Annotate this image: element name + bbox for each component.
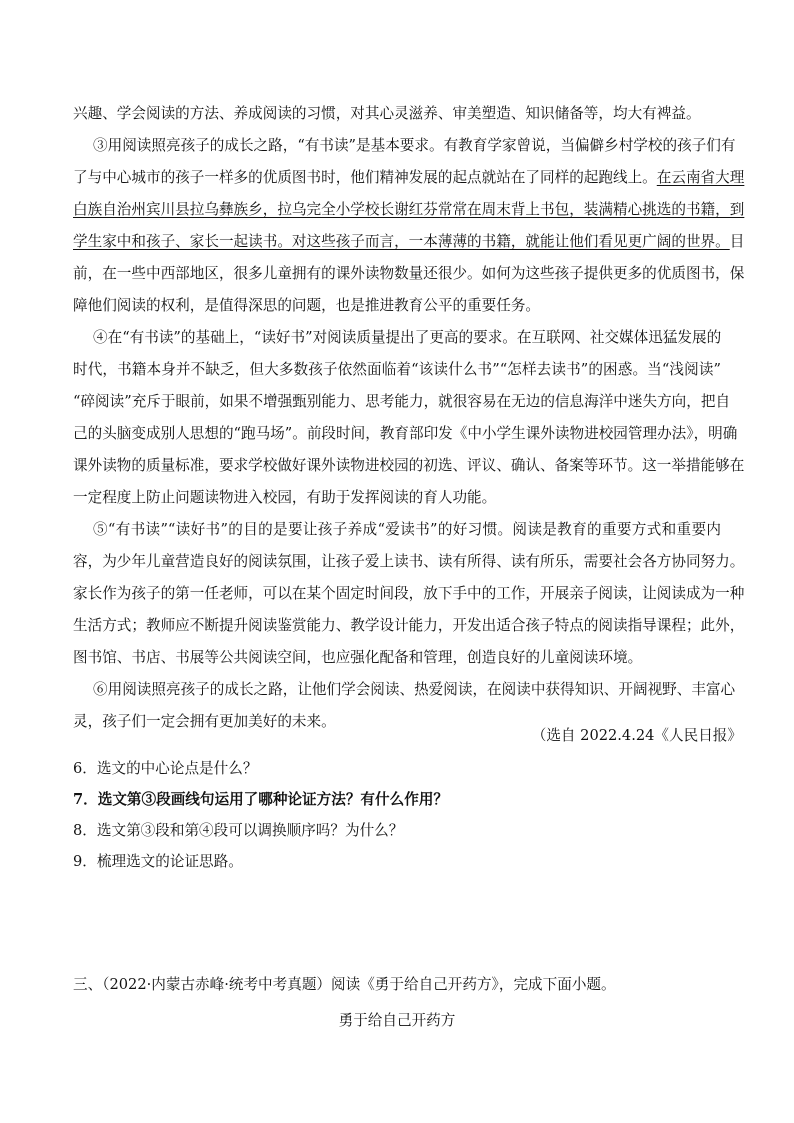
question-9: 9．梳理选文的论证思路。	[73, 853, 243, 870]
paragraph-line: 障他们阅读的权利，是值得深思的问题，也是推进教育公平的重要任务。	[73, 297, 541, 314]
paragraph-line: 灵，孩子们一定会拥有更加美好的未来。	[73, 713, 336, 730]
paragraph-line: 生活方式；教师应不断提升阅读鉴赏能力、教学设计能力，开发出适合孩子特点的阅读指导课程；此外，	[73, 617, 745, 634]
paragraph-line: 己的头脑变成别人思想的“跑马场”。前段时间，教育部印发《中小学生课外读物进校园管理办法》，明确	[73, 425, 738, 442]
section-heading: 三、（2022·内蒙古赤峰·统考中考真题）阅读《勇于给自己开药方》，完成下面小题。	[73, 976, 616, 993]
question-7: 7．选文第③段画线句运用了哪种论证方法？有什么作用？	[73, 791, 449, 808]
question-6: 6．选文的中心论点是什么？	[73, 760, 258, 777]
question-8: 8．选文第③段和第④段可以调换顺序吗？为什么？	[73, 822, 404, 839]
paragraph-line: 容，为少年儿童营造良好的阅读氛围，让孩子爱上读书、读有所得、读有所乐，需要社会各方协同努力。	[73, 553, 745, 570]
source-citation: （选自 2022.4.24《人民日报》	[531, 727, 742, 744]
paragraph-line: 兴趣、学会阅读的方法、养成阅读的习惯，对其心灵滋养、审美塑造、知识储备等，均大有裨益。	[73, 105, 701, 122]
underlined-sentence: 白族自治州宾川县拉乌彝族乡，拉乌完全小学校长谢红芬常常在周末背上书包，装满精心挑选的书籍，到	[73, 201, 745, 218]
paragraph-line: ⑥用阅读照亮孩子的成长之路，让他们学会阅读、热爱阅读，在阅读中获得知识、开阔视野、丰富心	[93, 681, 736, 698]
article-title: 勇于给自己开药方	[338, 1012, 456, 1029]
paragraph-line: 前，在一些中西部地区，很多儿童拥有的课外读物数量还很少。如何为这些孩子提供更多的优质图书，保	[73, 265, 745, 282]
paragraph-line: “碎阅读”充斥于眼前，如果不增强甄别能力、思考能力，就很容易在无边的信息海洋中迷失方向，把自	[73, 393, 731, 410]
paragraph-line: 时代，书籍本身并不缺乏，但大多数孩子依然面临着“该读什么书”“怎样去读书”的困惑。当“浅阅读”	[73, 361, 721, 378]
underlined-sentence: 在云南省大理	[656, 169, 745, 186]
paragraph-line: 家长作为孩子的第一任老师，可以在某个固定时间段，放下手中的工作，开展亲子阅读，让阅读成为一种	[73, 585, 745, 602]
paragraph-line: 图书馆、书店、书展等公共阅读空间，也应强化配备和管理，创造良好的儿童阅读环境。	[73, 649, 643, 666]
underlined-sentence: 学生家中和孩子、家长一起读书。对这些孩子而言，一本薄薄的书籍，就能让他们看见更广阔的世界。	[73, 233, 730, 250]
paragraph-line: ④在“有书读”的基础上，“读好书”对阅读质量提出了更高的要求。在互联网、社交媒体迅猛发展的	[93, 329, 722, 346]
paragraph-line: 学生家中和孩子、家长一起读书。对这些孩子而言，一本薄薄的书籍，就能让他们看见更广阔的世界。目	[73, 233, 745, 250]
paragraph-line: 课外读物的质量标准，要求学校做好课外读物进校园的初选、评议、确认、备案等环节。这一举措能够在	[73, 457, 745, 474]
paragraph-line: ③用阅读照亮孩子的成长之路，“有书读”是基本要求。有教育学家曾说，当偏僻乡村学校的孩子们有	[93, 137, 736, 154]
paragraph-line: 了与中心城市的孩子一样多的优质图书时，他们精神发展的起点就站在了同样的起跑线上。在云南省大理	[73, 169, 745, 186]
paragraph-line: ⑤“有书读”“读好书”的目的是要让孩子养成“爱读书”的好习惯。阅读是教育的重要方式和重要内	[93, 521, 721, 538]
paragraph-line: 一定程度上防止问题读物进入校园，有助于发挥阅读的育人功能。	[73, 489, 497, 506]
